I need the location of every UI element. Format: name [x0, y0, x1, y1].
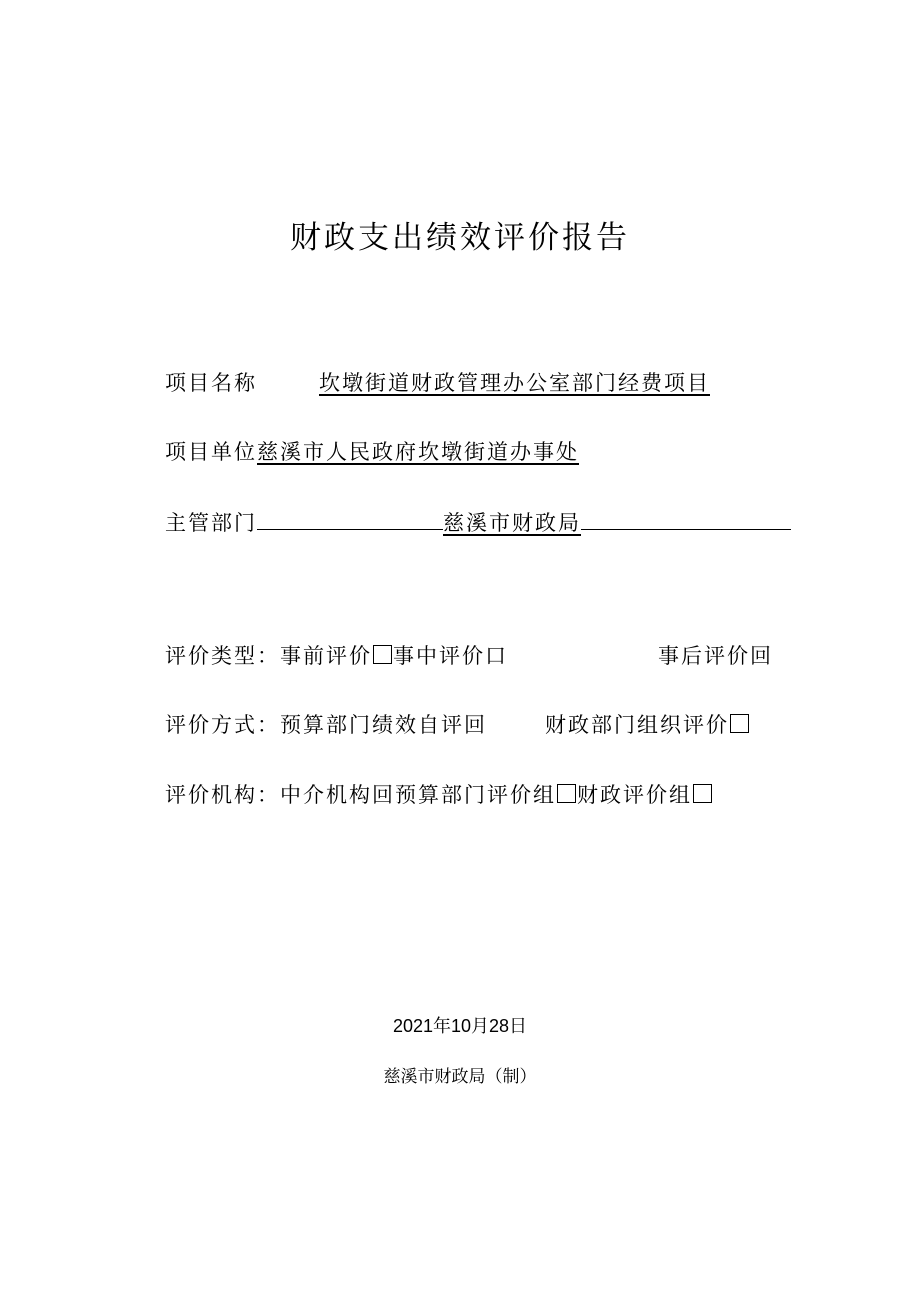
- body-budget-checkbox[interactable]: [557, 784, 576, 803]
- evaluation-body-label: 评价机构：: [165, 783, 280, 807]
- department-row: [165, 507, 791, 538]
- department-label: 主管部门: [165, 511, 257, 535]
- project-unit-label: 项目单位: [165, 440, 257, 464]
- evaluation-body-row: [165, 780, 713, 810]
- page-title: 财政支出绩效评价报告: [290, 220, 630, 256]
- project-unit-row: [165, 437, 579, 467]
- method-finance-checkbox[interactable]: [730, 714, 749, 733]
- evaluation-method-row: [165, 710, 750, 740]
- method-option-self: 预算部门绩效自评回: [280, 713, 487, 737]
- body-finance-checkbox[interactable]: [693, 784, 712, 803]
- type-pre-checkbox[interactable]: [373, 645, 392, 664]
- evaluation-type-label: 评价类型：: [165, 644, 280, 668]
- method-option-finance: 财政部门组织评价: [545, 713, 729, 737]
- evaluation-method-label: 评价方式：: [165, 713, 280, 737]
- body-option-finance: 财政评价组: [577, 783, 692, 807]
- type-option-mid: 事中评价口: [393, 644, 508, 668]
- type-option-post: 事后评价回: [658, 644, 773, 668]
- body-option-intermediary: 中介机构回预算部门评价组: [280, 783, 556, 807]
- underline-blank-left: [257, 507, 443, 530]
- department-value: 慈溪市财政局: [443, 511, 581, 535]
- evaluation-type-row: [165, 641, 773, 671]
- issuer: 慈溪市财政局（制）: [383, 1067, 537, 1086]
- report-date: 2021年10月28日: [392, 1016, 528, 1036]
- underline-blank-right: [581, 507, 791, 530]
- project-unit-value: 慈溪市人民政府坎墩街道办事处: [257, 440, 579, 464]
- project-name-row: [165, 368, 710, 398]
- project-name-label: 项目名称: [165, 371, 257, 395]
- project-name-value: 坎墩街道财政管理办公室部门经费项目: [319, 371, 710, 395]
- type-option-pre: 事前评价: [280, 644, 372, 668]
